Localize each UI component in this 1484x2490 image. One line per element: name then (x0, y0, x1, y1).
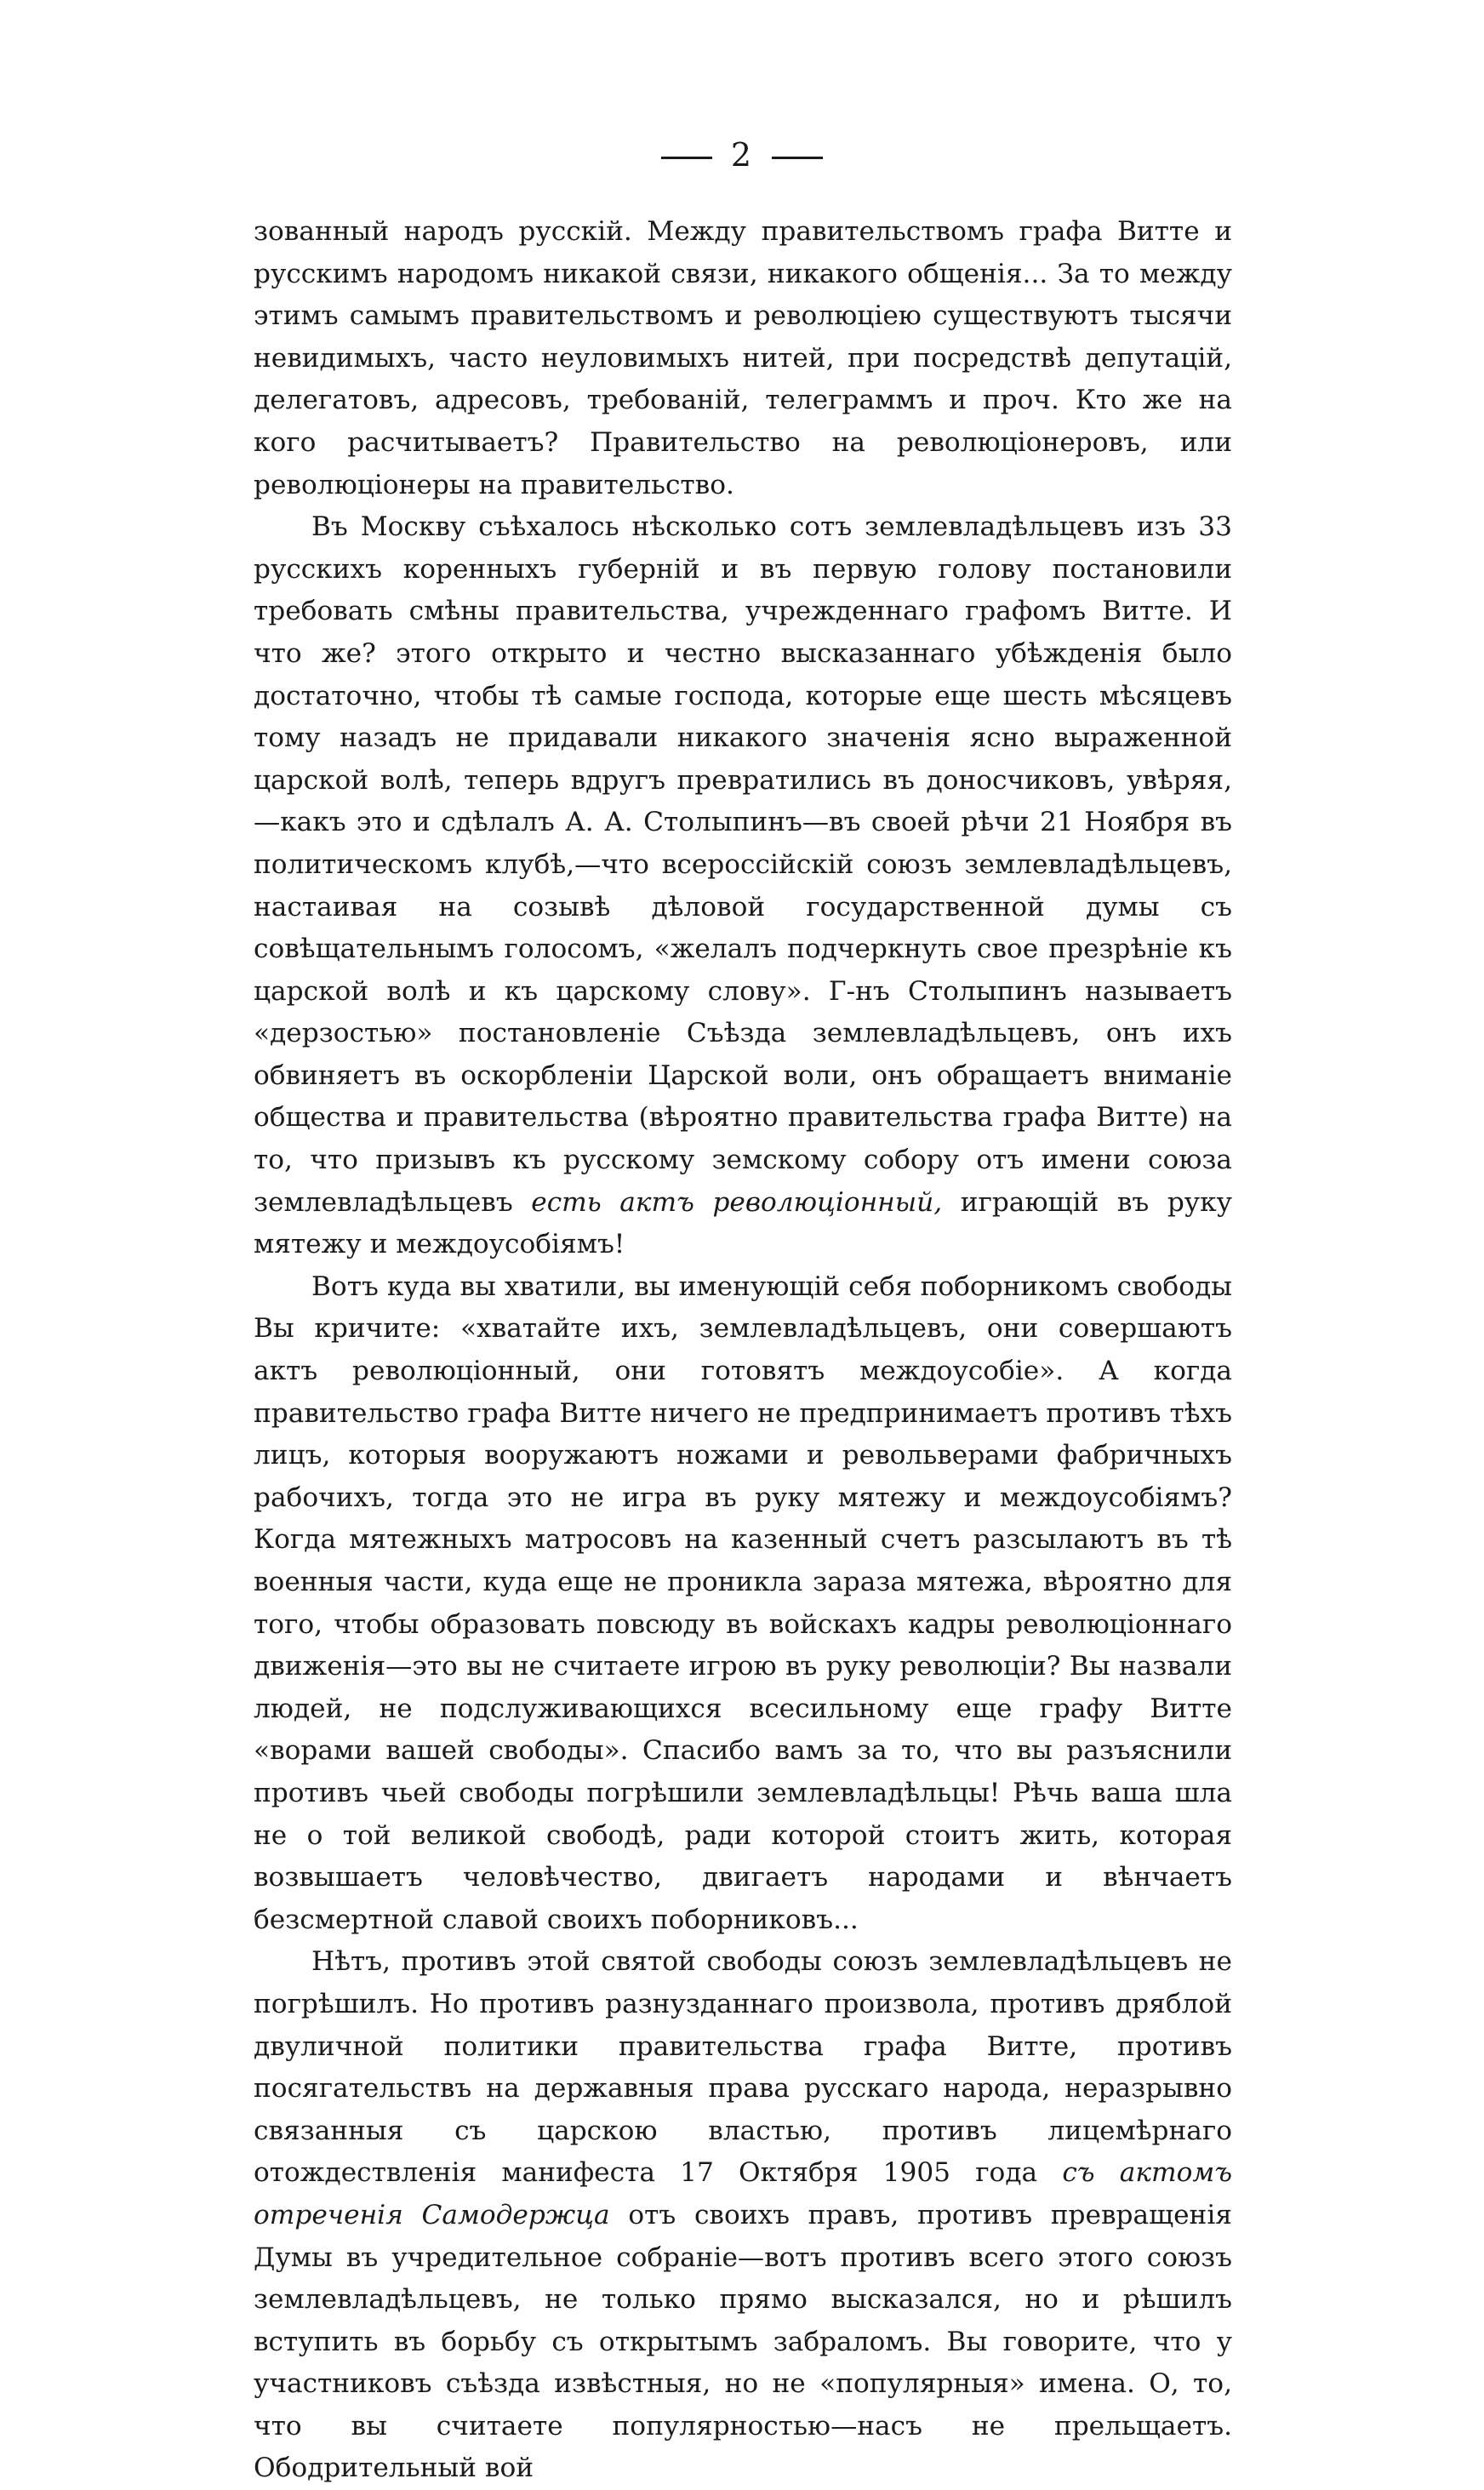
text-segment: Вотъ куда вы хватили, вы именующій себя поборникомъ свободы Вы кричите: «хватайте ихъ, землевладѣльцевъ, они совершаютъ актъ революціонный, они готовятъ междоусобіе». А когда правительство графа Витте ничего не предпринимаетъ противъ тѣхъ лицъ, которыя вооружаютъ ножами и револьверами фабричныхъ рабочихъ, тогда это не игра въ руку мятежу и междоусобіямъ? Когда мятежныхъ матросовъ на казенный счетъ разсылаютъ въ тѣ военныя части, куда еще не проникла зараза мятежа, вѣроятно для того, чтобы образовать повсюду въ войскахъ кадры революціоннаго движенія—это вы не считаете игрою въ руку революціи? Вы назвали людей, не подслуживающихся всесильному еще графу Витте «ворами вашей свободы». Спасибо вамъ за то, что вы разъяснили противъ чьей свободы погрѣшили землевладѣльцы! Рѣчь ваша шла не о той великой свободѣ, ради которой стоитъ жить, которая возвышаетъ человѣчество, двигаетъ народами и вѣнчаетъ безсмертной славой своихъ поборниковъ... (254, 1271, 1232, 1935)
text-segment: Нѣтъ, противъ этой святой свободы союзъ землевладѣльцевъ не погрѣшилъ. Но противъ разнузданнаго произвола, противъ дряблой двуличной политики правительства графа Витте, противъ посягательствъ на державныя права русскаго народа, неразрывно связанныя съ царскою властью, противъ лицемѣрнаго отождествленія манифеста 17 Октября 1905 года (254, 1946, 1232, 2189)
text-segment: играющій въ руку мятежу и междоусобіямъ! (254, 1186, 1232, 1260)
italic-text-segment: съ актомъ отреченія Самодержца (254, 2157, 1232, 2230)
text-segment: отъ своихъ правъ, противъ превращенія Думы въ учредительное собраніе—вотъ противъ всего этого союзъ землевладѣльцевъ, не только прямо высказался, но и рѣшилъ вступить въ борьбу съ открытымъ забраломъ. Вы говорите, что у участниковъ съѣзда извѣстныя, но не «популярныя» имена. О, то, что вы считаете популярностью—насъ не прельщаетъ. Ободрительный вой (254, 2199, 1232, 2484)
paragraph (254, 506, 1232, 1266)
page-number: 2 (730, 136, 754, 174)
page-header (0, 136, 1484, 174)
paragraph (254, 1941, 1232, 2490)
header-dash-left (661, 157, 712, 159)
body-text (254, 211, 1232, 2490)
italic-text-segment: есть актъ революціонный, (531, 1186, 943, 1218)
header-dash-right (772, 157, 823, 159)
text-segment: зованный народъ русскій. Между правительствомъ графа Витте и русскимъ народомъ никакой связи, никакого общенія... За то между этимъ самымъ правительствомъ и революціею существуютъ тысячи невидимыхъ, часто неуловимыхъ нитей, при посредствѣ депутацій, делегатовъ, адресовъ, требованій, телеграммъ и проч. Кто же на кого расчитываетъ? Правительство на революціонеровъ, или революціонеры на правительство. (254, 216, 1232, 500)
text-segment: Въ Москву съѣхалось нѣсколько сотъ землевладѣльцевъ изъ 33 русскихъ коренныхъ губерній и въ первую голову постановили требовать смѣны правительства, учрежденнаго графомъ Витте. И что же? этого открыто и честно высказаннаго убѣжденія было достаточно, чтобы тѣ самые господа, которые еще шесть мѣсяцевъ тому назадъ не придавали никакого значенія ясно выраженной царской волѣ, теперь вдругъ превратились въ доносчиковъ, увѣряя,—какъ это и сдѣлалъ А. А. Столыпинъ—въ своей рѣчи 21 Ноября въ политическомъ клубѣ,—что всероссійскій союзъ землевладѣльцевъ, настаивая на созывѣ дѣловой государственной думы съ совѣщательнымъ голосомъ, «желалъ подчеркнуть свое презрѣніе къ царской волѣ и къ царскому слову». Г-нъ Столыпинъ называетъ «дерзостью» постановленіе Съѣзда землевладѣльцевъ, онъ ихъ обвиняетъ въ оскорбленіи Царской воли, онъ обращаетъ вниманіе общества и правительства (вѣроятно правительства графа Витте) на то, что призывъ къ русскому земскому собору отъ имени союза землевладѣльцевъ (254, 511, 1232, 1218)
paragraph (254, 1266, 1232, 1942)
paragraph (254, 211, 1232, 506)
